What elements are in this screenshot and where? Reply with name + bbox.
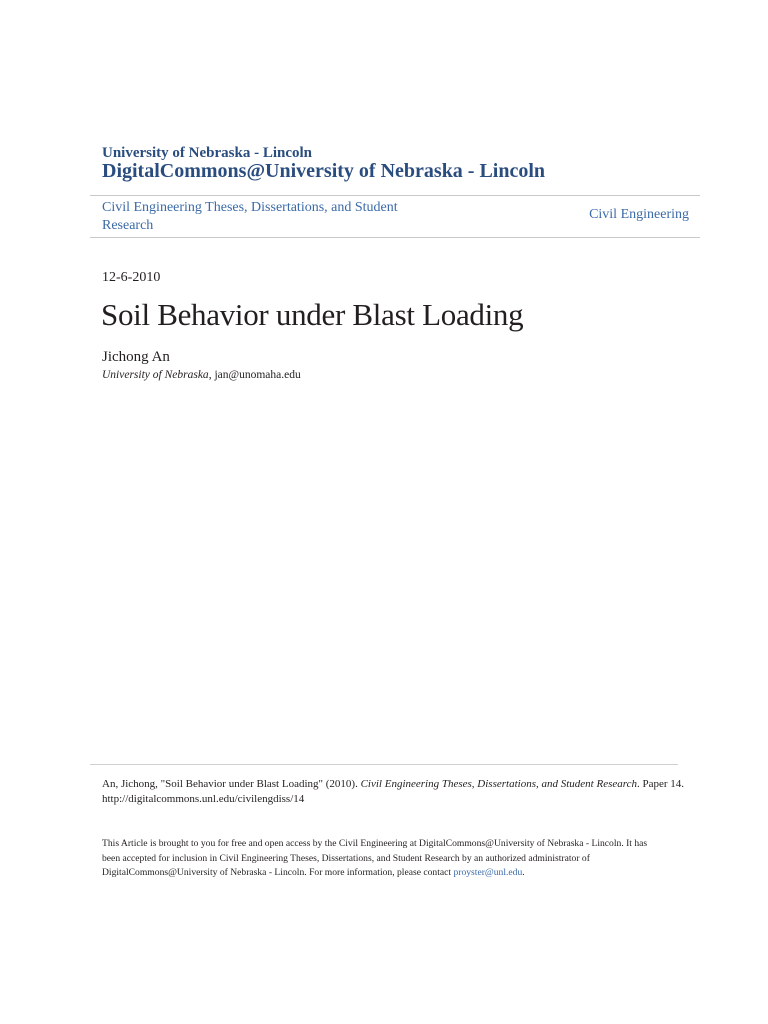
author-affiliation — [102, 369, 301, 381]
affiliation-name: University of Nebraska — [102, 369, 209, 381]
notice-end: . — [522, 867, 525, 878]
citation-block — [102, 777, 722, 807]
author-name: Jichong An — [102, 349, 170, 365]
affiliation-separator: , — [208, 369, 215, 381]
contact-email-link[interactable]: proyster@unl.edu — [453, 867, 523, 878]
department-link[interactable]: Civil Engineering — [589, 207, 689, 222]
citation-url: http://digitalcommons.unl.edu/civilengdiss/14 — [102, 793, 305, 805]
series-link[interactable]: Civil Engineering Theses, Dissertations, and Student Research — [102, 200, 398, 233]
university-link[interactable]: University of Nebraska - Lincoln — [102, 145, 312, 161]
citation-prefix: An, Jichong, "Soil Behavior under Blast Loading" (2010). — [102, 778, 361, 790]
repository-link[interactable]: DigitalCommons@University of Nebraska - Lincoln — [102, 160, 546, 182]
author-email: jan@unomaha.edu — [214, 369, 301, 381]
citation-suffix: . Paper 14. — [637, 778, 685, 790]
publication-date: 12-6-2010 — [102, 270, 161, 285]
citation-series: Civil Engineering Theses, Dissertations, and Student Research — [360, 778, 637, 790]
header-divider-bottom — [90, 237, 700, 238]
footer-divider — [90, 764, 678, 765]
header-divider-top — [90, 195, 700, 196]
access-notice — [102, 837, 662, 881]
article-title: Soil Behavior under Blast Loading — [101, 297, 524, 332]
notice-text: This Article is brought to you for free and open access by the Civil Engineering at DigitalCommons@University of Nebraska - Lincoln. It has been accepted for inclusion in Civil Engineering Theses, Dissertations, and Student Research by an authorized administrator of DigitalCommons@University of Nebraska - Lincoln. For more information, please contact — [102, 838, 648, 878]
